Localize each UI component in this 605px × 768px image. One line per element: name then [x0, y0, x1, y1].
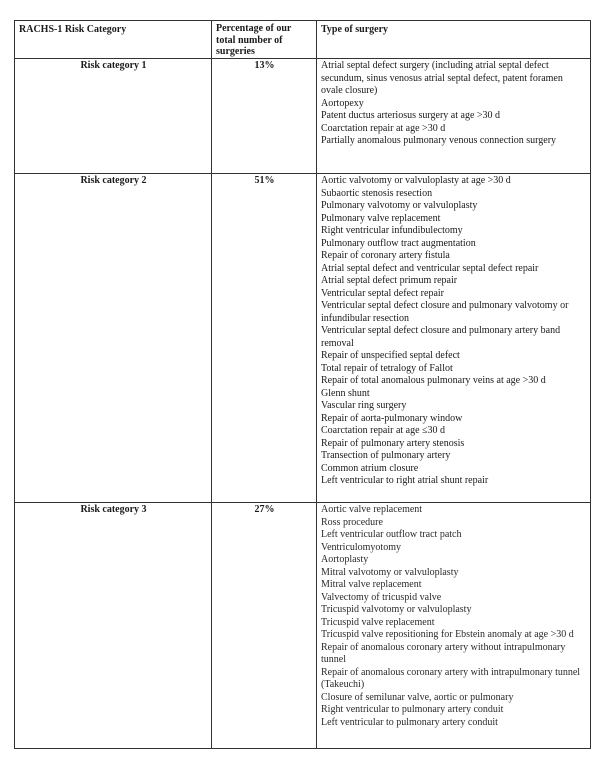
surgery-item: Left ventricular outflow tract patch — [321, 529, 462, 540]
surgery-item: Ventricular septal defect closure and pulmonary artery band removal — [321, 325, 561, 349]
surgery-item: Repair of total anomalous pulmonary veins at age >30 d — [321, 375, 546, 386]
risk-category-cell: Risk category 1 — [15, 59, 212, 174]
table-row — [15, 59, 591, 174]
surgery-item: Atrial septal defect primum repair — [321, 275, 458, 286]
surgery-item: Partially anomalous pulmonary venous connection surgery — [321, 135, 557, 146]
table-header-row — [15, 21, 591, 59]
risk-category-table — [14, 20, 591, 749]
surgery-item: Vascular ring surgery — [321, 400, 407, 411]
surgery-item: Coarctation repair at age ≤30 d — [321, 425, 446, 436]
table-body — [15, 59, 591, 749]
surgery-item: Tricuspid valve replacement — [321, 616, 435, 628]
surgery-item: Ventricular septal defect repair — [321, 287, 444, 299]
surgery-item: Common atrium closure — [321, 462, 419, 474]
surgery-item: Aortic valvotomy or valvuloplasty at age >30 d — [321, 175, 511, 186]
surgery-item: Mitral valve replacement — [321, 579, 422, 590]
surgery-item: Tricuspid valve repositioning for Ebstein anomaly at age >30 d — [321, 629, 574, 640]
risk-category-cell: Risk category 2 — [15, 174, 212, 503]
surgery-item: Left ventricular to pulmonary artery conduit — [321, 716, 498, 728]
surgery-item: Total repair of tetralogy of Fallot — [321, 362, 453, 374]
table-row — [15, 503, 591, 749]
surgery-item: Subaortic stenosis resection — [321, 187, 433, 199]
percentage-cell: 13% — [212, 59, 317, 174]
document-page — [14, 20, 590, 749]
risk-category-cell: Risk category 3 — [15, 503, 212, 749]
surgery-item: Tricuspid valvotomy or valvuloplasty — [321, 604, 472, 615]
surgery-item: Ventricular septal defect closure and pulmonary valvotomy or infundibular resection — [321, 300, 569, 324]
header-risk-category: RACHS-1 Risk Category — [15, 21, 212, 59]
surgery-item: Transection of pulmonary artery — [321, 450, 451, 461]
surgery-item: Aortic valve replacement — [321, 504, 423, 515]
surgery-item: Ross procedure — [321, 516, 383, 528]
surgery-list-cell — [317, 174, 591, 503]
surgery-item: Repair of anomalous coronary artery with intrapulmonary tunnel (Takeuchi) — [321, 666, 581, 690]
surgery-item: Atrial septal defect and ventricular septal defect repair — [321, 262, 539, 274]
table-row — [15, 174, 591, 503]
surgery-item: Valvectomy of tricuspid valve — [321, 591, 442, 603]
surgery-item: Repair of unspecified septal defect — [321, 350, 460, 361]
header-percentage: Percentage of our total number of surgeries — [212, 21, 317, 59]
surgery-item: Aortoplasty — [321, 554, 369, 565]
surgery-item: Atrial septal defect surgery (including atrial septal defect secundum, sinus venosus atrial septal defect, patent foramen ovale closure) — [321, 60, 563, 96]
surgery-item: Aortopexy — [321, 97, 364, 109]
surgery-item: Coarctation repair at age >30 d — [321, 122, 446, 134]
percentage-cell: 51% — [212, 174, 317, 503]
surgery-list-cell — [317, 503, 591, 749]
surgery-item: Pulmonary valve replacement — [321, 212, 441, 224]
surgery-item: Left ventricular to right atrial shunt repair — [321, 475, 489, 486]
surgery-item: Repair of pulmonary artery stenosis — [321, 437, 465, 449]
percentage-cell: 27% — [212, 503, 317, 749]
surgery-item: Ventriculomyotomy — [321, 541, 401, 553]
surgery-item: Right ventricular infundibulectomy — [321, 225, 463, 236]
surgery-list-cell — [317, 59, 591, 174]
surgery-item: Mitral valvotomy or valvuloplasty — [321, 566, 459, 578]
surgery-item: Pulmonary valvotomy or valvuloplasty — [321, 200, 478, 211]
surgery-item: Patent ductus arteriosus surgery at age >30 d — [321, 110, 501, 121]
surgery-item: Repair of aorta-pulmonary window — [321, 412, 463, 424]
surgery-item: Closure of semilunar valve, aortic or pulmonary — [321, 691, 514, 703]
surgery-item: Glenn shunt — [321, 387, 370, 399]
surgery-item: Right ventricular to pulmonary artery conduit — [321, 704, 504, 715]
surgery-item: Repair of coronary artery fistula — [321, 250, 450, 261]
surgery-item: Repair of anomalous coronary artery without intrapulmonary tunnel — [321, 641, 566, 665]
surgery-item: Pulmonary outflow tract augmentation — [321, 237, 476, 249]
header-type-of-surgery: Type of surgery — [317, 21, 591, 59]
